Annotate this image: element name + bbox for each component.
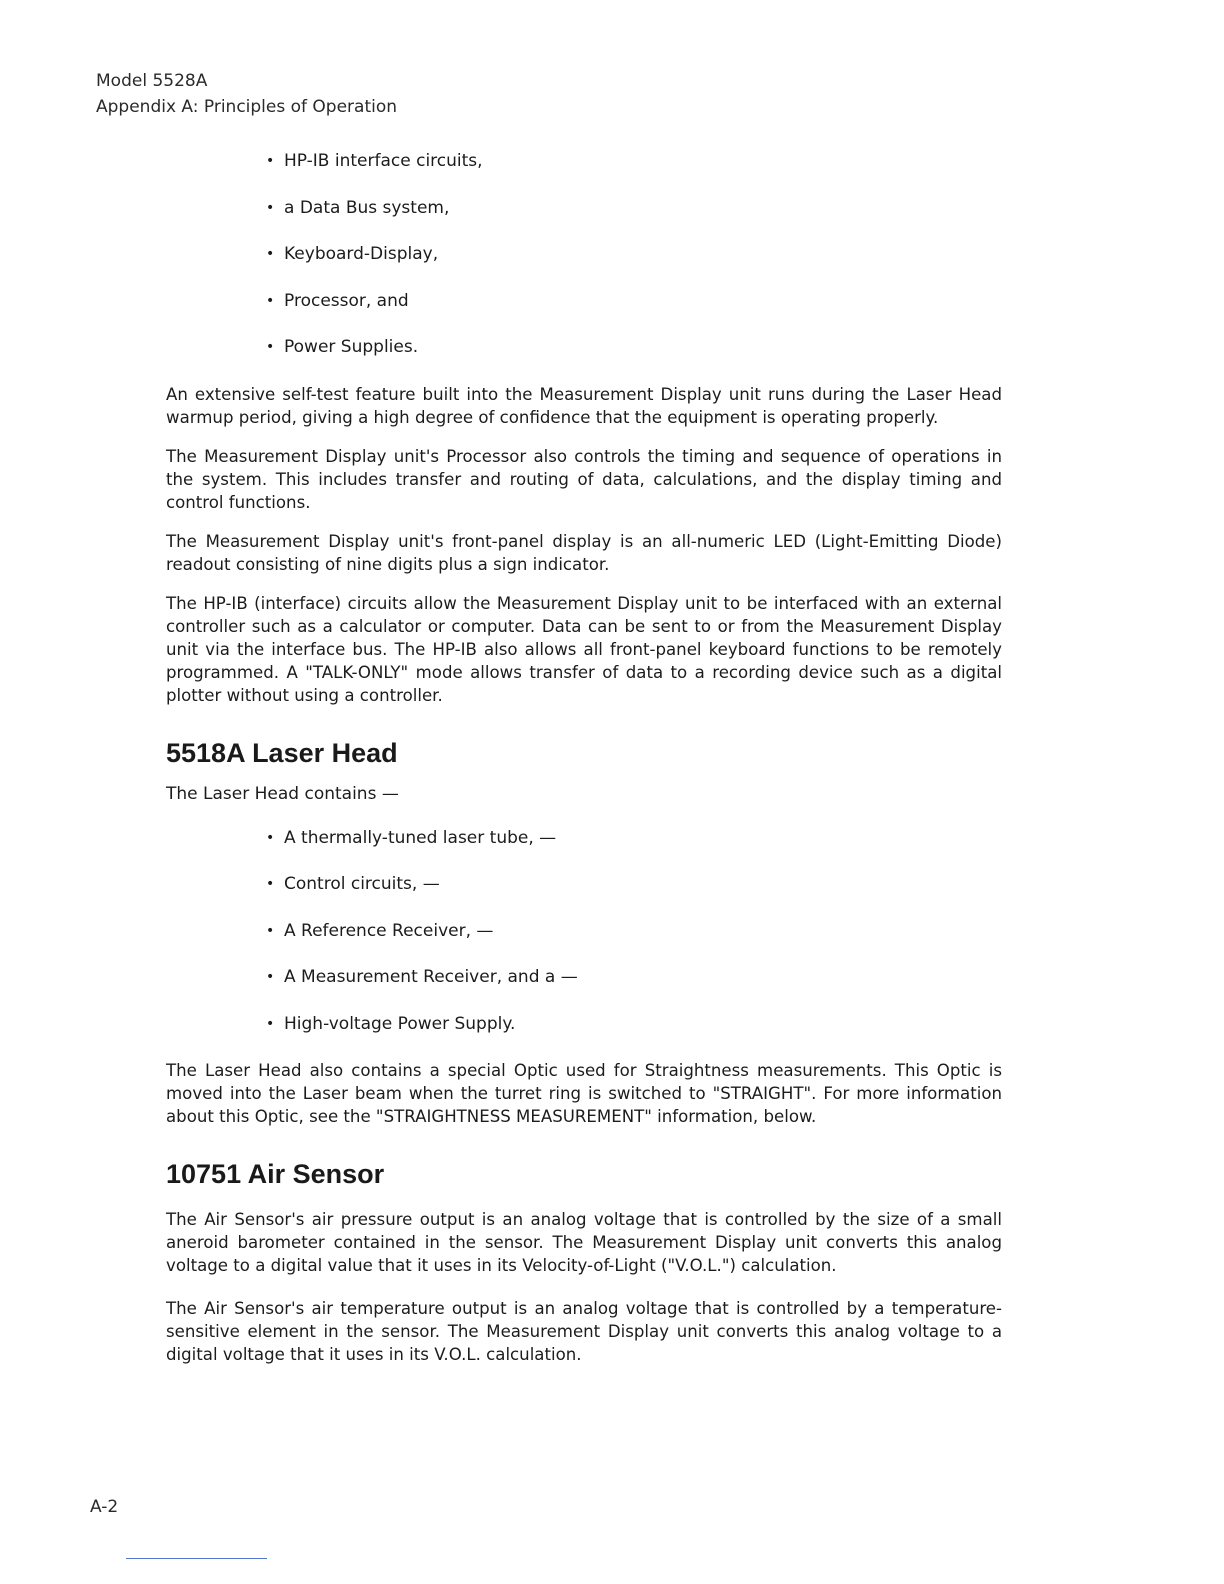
- footer-rule: [126, 1558, 267, 1559]
- laser-head-intro: The Laser Head contains —: [166, 783, 399, 804]
- laser-head-components-list: [166, 827, 1002, 1035]
- list-item: • Keyboard-Display,: [266, 243, 1002, 265]
- straightness-optic-paragraph: The Laser Head also contains a special Optic used for Straightness measurements. This Optic is moved into the Laser beam when the turret ring is switched to "STRAIGHT". For more information about this Optic, see the "STRAIGHTNESS MEASUREMENT" information, below.: [166, 1061, 1002, 1126]
- list-item: • Control circuits, —: [266, 873, 1002, 895]
- laser-head-heading: 5518A Laser Head: [166, 737, 398, 768]
- air-temperature-paragraph: The Air Sensor's air temperature output is an analog voltage that is controlled by a temperature-sensitive element in the sensor. The Measurement Display unit converts this analog voltage to a digital voltage that it uses in its V.O.L. calculation.: [166, 1299, 1002, 1364]
- page-content: [166, 150, 1002, 1382]
- air-pressure-paragraph: The Air Sensor's air pressure output is an analog voltage that is controlled by the size of a small aneroid barometer contained in the sensor. The Measurement Display unit converts this analog voltage to a digital value that it uses in its Velocity-of-Light ("V.O.L.") calculation.: [166, 1210, 1002, 1275]
- running-header: [96, 68, 397, 120]
- hp-ib-paragraph: The HP-IB (interface) circuits allow the Measurement Display unit to be interfaced with an external controller such as a calculator or computer. Data can be sent to or from the Measurement Display unit via the interface bus. The HP-IB also allows all front-panel keyboard functions to be remotely programmed. A "TALK-ONLY" mode allows transfer of data to a recording device such as a digital plotter without using a controller.: [166, 593, 1002, 705]
- measurement-display-components-list: [166, 150, 1002, 358]
- list-item: • a Data Bus system,: [266, 197, 1002, 219]
- list-item: • Processor, and: [266, 290, 1002, 312]
- processor-paragraph: The Measurement Display unit's Processor also controls the timing and sequence of operations in the system. This includes transfer and routing of data, calculations, and the display timing and control functions.: [166, 446, 1002, 512]
- model-label: Model 5528A: [96, 71, 208, 91]
- list-item: • HP-IB interface circuits,: [266, 150, 1002, 172]
- page-number: A-2: [90, 1497, 119, 1517]
- air-sensor-heading: 10751 Air Sensor: [166, 1159, 385, 1189]
- list-item: • Power Supplies.: [266, 336, 1002, 358]
- list-item: • High-voltage Power Supply.: [266, 1013, 1002, 1035]
- list-item: • A Measurement Receiver, and a —: [266, 966, 1002, 988]
- appendix-title: Appendix A: Principles of Operation: [96, 97, 398, 117]
- list-item: • A thermally-tuned laser tube, —: [266, 827, 1002, 849]
- self-test-paragraph: An extensive self-test feature built into the Measurement Display unit runs during the Laser Head warmup period, giving a high degree of confidence that the equipment is operating properly.: [166, 384, 1002, 427]
- list-item: • A Reference Receiver, —: [266, 920, 1002, 942]
- front-panel-display-paragraph: The Measurement Display unit's front-panel display is an all-numeric LED (Light-Emitting Diode) readout consisting of nine digits plus a sign indicator.: [166, 531, 1002, 574]
